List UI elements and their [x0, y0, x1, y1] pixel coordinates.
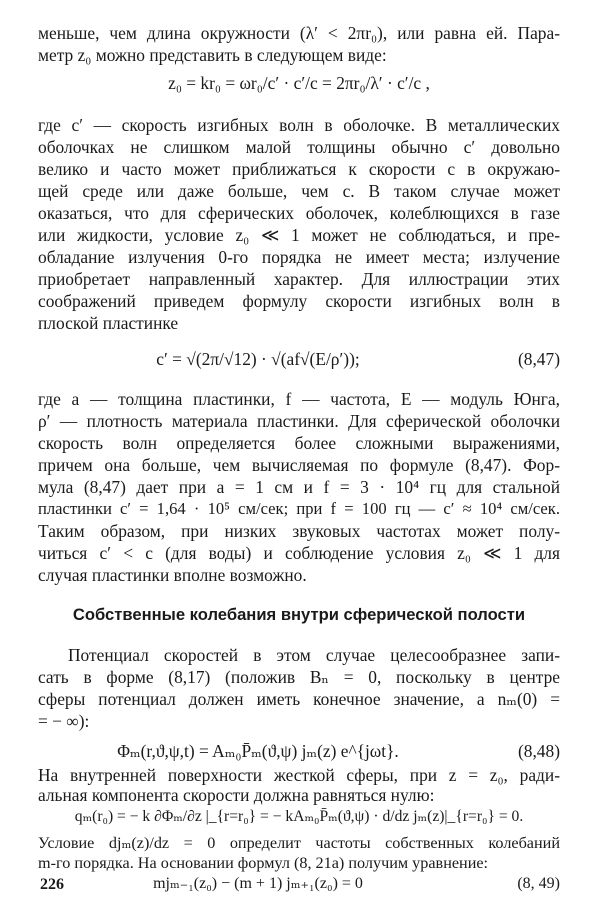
text-line: Условие djₘ(z)/dz = 0 определит частоты собственных колебаний [38, 834, 560, 852]
formula-848: Φₘ(r,ϑ,ψ,t) = Aₘ₀P̄ₘ(ϑ,ψ) jₘ(z) e^{jωt}. [117, 741, 399, 761]
text-line: приобретает направленный характер. Для иллюстрации этих [38, 269, 560, 289]
text-line: На внутренней поверхности жесткой сферы, при z = z₀, ради- [38, 765, 560, 785]
equation-number: (8,48) [517, 741, 560, 761]
text-line: оказаться, что для сферических оболочек, колеблющихся в газе [38, 203, 560, 223]
text-line: щей среде или даже больше, чем c. В таком случае может [38, 181, 560, 201]
text-line: где c′ — скорость изгибных волн в оболочке. В металлических [38, 115, 560, 135]
text-line: велико и часто может приближаться к скорости c в окружаю- [38, 159, 560, 179]
equation-number: (8,47) [517, 349, 560, 369]
formula-847: c′ = √(2π/√12) · √(af√(E/ρ′)); [156, 349, 360, 369]
text-line: плоской пластинке [38, 313, 179, 333]
text-line: обладание излучения 0-го порядка не имеет места; излучение [38, 247, 560, 267]
text-line: оболочках не слишком малой толщины обычно c′ довольно [38, 137, 560, 157]
text-line: читься c′ < c (для воды) и соблюдение условия z₀ ≪ 1 для [38, 543, 560, 563]
formula-qm: qₘ(r₀) = − k ∂Φₘ/∂z |_{r=r₀} = − kAₘ₀P̄ₘ(ϑ,ψ) · d/dz jₘ(z)|_{r=r₀} = 0. [74, 808, 524, 825]
section-heading: Собственные колебания внутри сферической полости [72, 605, 526, 624]
formula-849: mjₘ₋₁(z₀) − (m + 1) jₘ₊₁(z₀) = 0 [153, 875, 363, 892]
text-line: случая пластинки вполне возможно. [38, 565, 307, 585]
text-line: m-го порядка. На основании формул (8, 21а) получим уравнение: [38, 854, 489, 872]
text-line: соображений приведем формулу скорости изгибных волн в [38, 291, 560, 311]
text-line: причем она больше, чем вычисляемая по формуле (8,47). Фор- [38, 455, 560, 475]
text-line: ρ′ — плотность материала пластинки. Для сферической оболочки [38, 411, 560, 431]
page-number: 226 [40, 876, 64, 893]
text-line: = − ∞): [38, 711, 90, 731]
text-line: меньше, чем длина окружности (λ′ < 2πr₀), или равна ей. Пара- [38, 23, 560, 43]
text-line: альная компонента скорости должна равняться нулю: [38, 785, 435, 805]
text-line: скорость волн определяется более сложными выражениями, [38, 433, 560, 453]
text-line: пластинки c′ = 1,64 · 10⁵ см/сек; при f = 100 гц — c′ ≈ 10⁴ см/сек. [38, 499, 560, 518]
text-line: где a — толщина пластинки, f — частота, E — модуль Юнга, [38, 389, 560, 409]
formula-z0: z₀ = kr₀ = ωr₀/c′ · c′/c = 2πr₀/λ′ · c′/c , [168, 73, 430, 93]
text-line: сферы потенциал должен иметь конечное значение, а nₘ(0) = [38, 689, 560, 709]
text-line: сать в форме (8,17) (положив Bₙ = 0, поскольку в центре [38, 667, 560, 687]
text-line: или жидкости, условие z₀ ≪ 1 может не соблюдаться, и пре- [38, 225, 560, 245]
equation-number: (8, 49) [517, 875, 560, 892]
text-line: мула (8,47) дает при a = 1 см и f = 3 · 10⁴ гц для стальной [38, 477, 560, 497]
text-line: Потенциал скоростей в этом случае целесообразнее запи- [68, 645, 560, 665]
text-line: Таким образом, при низких звуковых частотах может полу- [38, 521, 560, 541]
text-line: метр z₀ можно представить в следующем виде: [38, 45, 387, 65]
